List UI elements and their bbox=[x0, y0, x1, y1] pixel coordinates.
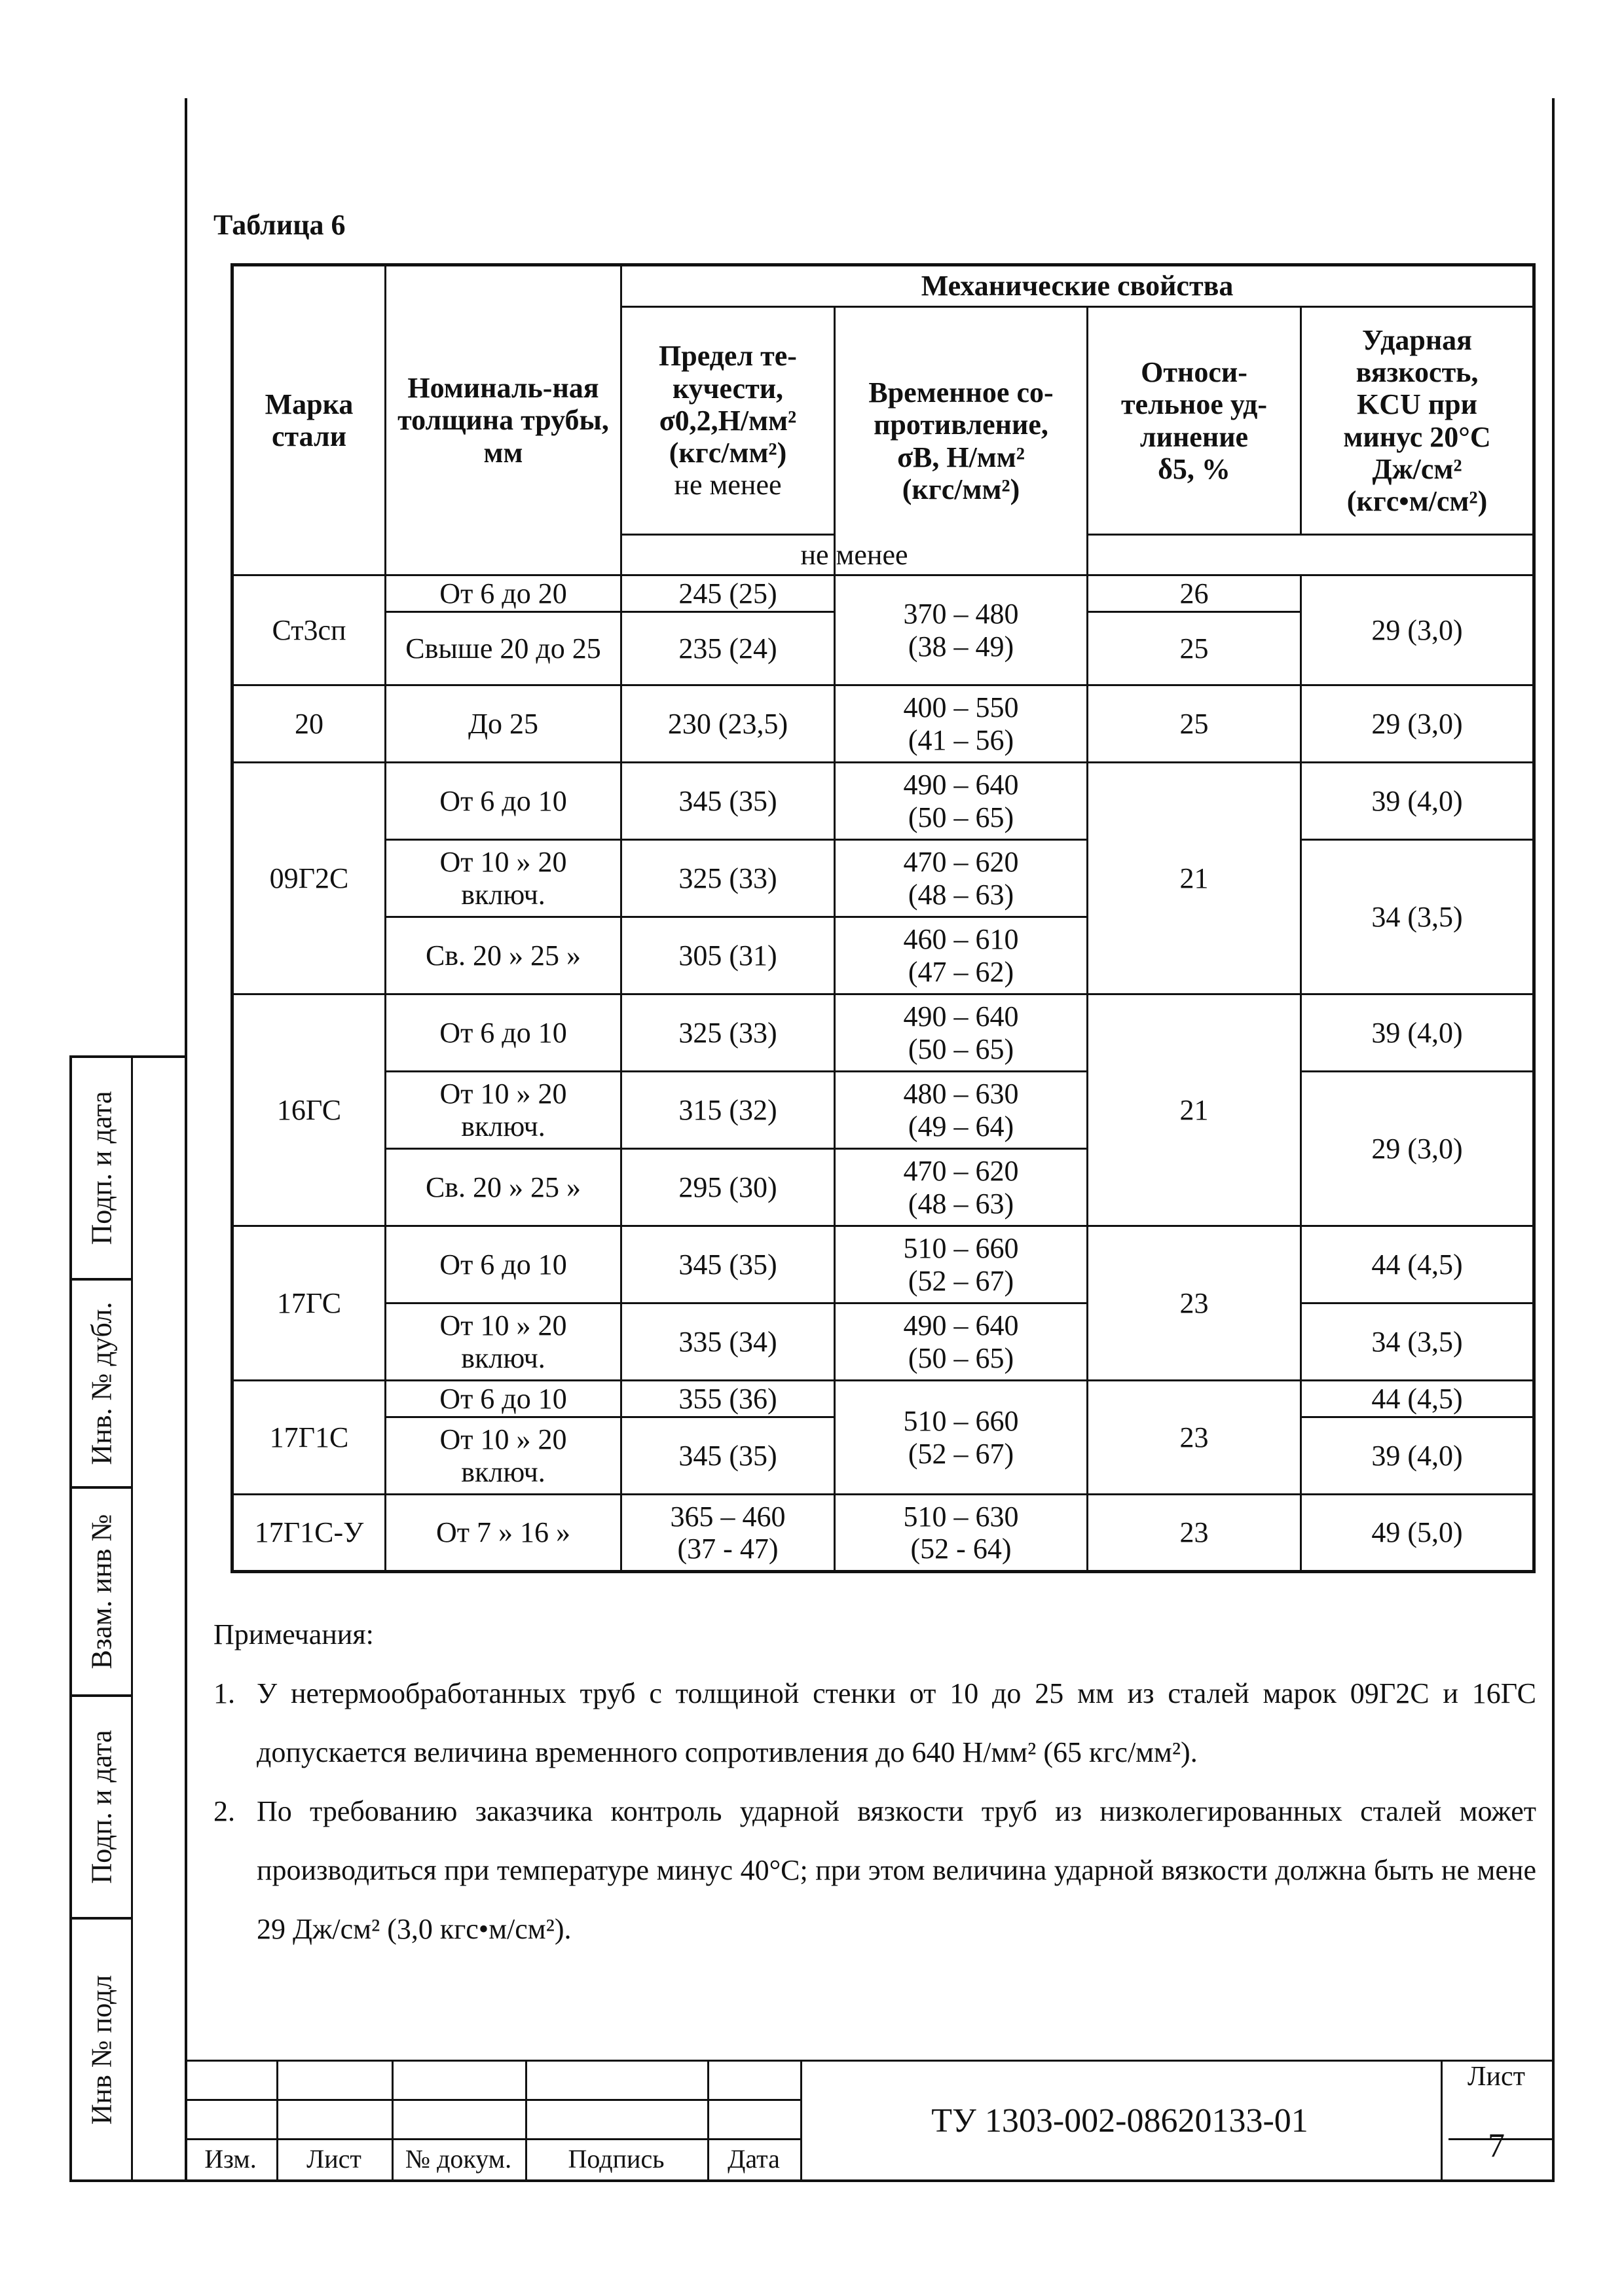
grade-cell: 20 bbox=[232, 685, 386, 763]
impact-cell: 39 (4,0) bbox=[1301, 994, 1534, 1072]
tensile-cell: 470 – 620 (48 – 63) bbox=[835, 840, 1088, 917]
grade-cell: 16ГС bbox=[232, 994, 386, 1226]
elongation-cell: 25 bbox=[1088, 685, 1301, 763]
impact-cell: 44 (4,5) bbox=[1301, 1381, 1534, 1417]
side-cell-sign-date: Подп. и дата bbox=[72, 1058, 131, 1281]
elongation-cell: 25 bbox=[1088, 612, 1301, 685]
thickness-cell: От 6 до 10 bbox=[386, 994, 621, 1072]
header-not-less: не менее bbox=[621, 535, 1088, 575]
elongation-cell: 21 bbox=[1088, 763, 1301, 994]
yield-cell: 365 – 460 (37 - 47) bbox=[621, 1495, 835, 1572]
yield-cell: 345 (35) bbox=[621, 763, 835, 840]
mechanical-properties-table bbox=[231, 263, 1536, 1573]
note-text: По требованию заказчика контроль ударной вязкости труб из низколегированных сталей может производиться при температуре минус 40°С; при этом величина ударной вязкости должна быть не мене 29 Дж/см² (3,0 кгс•м/см²). bbox=[257, 1795, 1536, 1945]
elongation-cell: 26 bbox=[1088, 575, 1301, 612]
note-number: 2. bbox=[213, 1795, 235, 1827]
tensile-cell: 480 – 630 (49 – 64) bbox=[835, 1072, 1088, 1149]
elongation-cell: 23 bbox=[1088, 1495, 1301, 1572]
header-tensile-strength: Временное со- противление, σВ, Н/мм² (кгс/мм²) bbox=[835, 307, 1088, 575]
tensile-cell: 510 – 660 (52 – 67) bbox=[835, 1381, 1088, 1495]
yield-cell: 325 (33) bbox=[621, 994, 835, 1072]
header-mechanical-properties: Механические свойства bbox=[621, 265, 1534, 307]
stamp-col-line bbox=[800, 2060, 802, 2179]
yield-cell: 305 (31) bbox=[621, 917, 835, 994]
stamp-label-change: Изм. bbox=[204, 2144, 257, 2174]
note-text: У нетермообработанных труб с толщиной стенки от 10 до 25 мм из сталей марок 09Г2С и 16ГС допускается величина временного сопротивления до 640 Н/мм² (65 кгс/мм²). bbox=[257, 1677, 1536, 1768]
sheet-number: 7 bbox=[1488, 2127, 1505, 2164]
header-thickness: Номиналь-ная толщина трубы, мм bbox=[386, 265, 621, 575]
yield-cell: 245 (25) bbox=[621, 575, 835, 612]
thickness-cell: От 10 » 20 включ. bbox=[386, 1072, 621, 1149]
stamp-label-signature: Подпись bbox=[568, 2144, 665, 2174]
notes-section bbox=[213, 1605, 1536, 1959]
note-item bbox=[213, 1664, 1536, 1782]
impact-cell: 29 (3,0) bbox=[1301, 575, 1534, 685]
side-stamp-divider bbox=[131, 1058, 133, 2182]
side-cell-dup-inv: Инв. № дубл. bbox=[72, 1281, 131, 1489]
side-stamp bbox=[69, 1055, 187, 2182]
stamp-top-line bbox=[185, 2060, 1552, 2062]
tensile-cell: 510 – 660 (52 – 67) bbox=[835, 1226, 1088, 1303]
impact-cell: 44 (4,5) bbox=[1301, 1226, 1534, 1303]
yield-cell: 295 (30) bbox=[621, 1149, 835, 1226]
thickness-cell: Свыше 20 до 25 bbox=[386, 612, 621, 685]
tensile-cell: 490 – 640 (50 – 65) bbox=[835, 763, 1088, 840]
thickness-cell: От 10 » 20 включ. bbox=[386, 1417, 621, 1495]
thickness-cell: Св. 20 » 25 » bbox=[386, 917, 621, 994]
yield-cell: 345 (35) bbox=[621, 1417, 835, 1495]
tensile-cell: 400 – 550 (41 – 56) bbox=[835, 685, 1088, 763]
elongation-cell: 23 bbox=[1088, 1226, 1301, 1381]
elongation-cell: 23 bbox=[1088, 1381, 1301, 1495]
yield-cell: 235 (24) bbox=[621, 612, 835, 685]
header-impact-strength: Ударная вязкость, KCU при минус 20°С Дж/см² (кгс•м/см²) bbox=[1301, 307, 1534, 535]
thickness-cell: От 6 до 10 bbox=[386, 1226, 621, 1303]
thickness-cell: От 10 » 20 включ. bbox=[386, 840, 621, 917]
sheet-label: Лист bbox=[1467, 2062, 1525, 2092]
header-yield-strength: Предел те- кучести, σ0,2,Н/мм² (кгс/мм²) не менее bbox=[621, 307, 835, 535]
impact-cell: 39 (4,0) bbox=[1301, 763, 1534, 840]
frame-bottom-line bbox=[69, 2179, 1555, 2182]
document-code: ТУ 1303-002-08620133-01 bbox=[931, 2102, 1308, 2140]
impact-cell: 29 (3,0) bbox=[1301, 1072, 1534, 1226]
elongation-cell: 21 bbox=[1088, 994, 1301, 1226]
header-elongation: Относи- тельное уд- линение δ5, % bbox=[1088, 307, 1301, 535]
side-cell-replace-inv: Взам. инв № bbox=[72, 1489, 131, 1697]
notes-heading: Примечания: bbox=[213, 1618, 374, 1650]
grade-cell: Ст3сп bbox=[232, 575, 386, 685]
impact-cell: 34 (3,5) bbox=[1301, 1303, 1534, 1381]
thickness-cell: От 6 до 10 bbox=[386, 763, 621, 840]
yield-cell: 325 (33) bbox=[621, 840, 835, 917]
yield-cell: 230 (23,5) bbox=[621, 685, 835, 763]
impact-cell: 39 (4,0) bbox=[1301, 1417, 1534, 1495]
yield-cell: 315 (32) bbox=[621, 1072, 835, 1149]
impact-cell: 34 (3,5) bbox=[1301, 840, 1534, 994]
note-item bbox=[213, 1782, 1536, 1959]
tensile-cell: 490 – 640 (50 – 65) bbox=[835, 1303, 1088, 1381]
tensile-cell: 460 – 610 (47 – 62) bbox=[835, 917, 1088, 994]
thickness-cell: От 6 до 20 bbox=[386, 575, 621, 612]
grade-cell: 17ГС bbox=[232, 1226, 386, 1381]
side-cell-original-inv: Инв № подл bbox=[85, 1975, 118, 2124]
tensile-cell: 370 – 480 (38 – 49) bbox=[835, 575, 1088, 685]
grade-cell: 17Г1С-У bbox=[232, 1495, 386, 1572]
yield-cell: 355 (36) bbox=[621, 1381, 835, 1417]
table-title: Таблица 6 bbox=[213, 209, 346, 241]
header-grade: Марка стали bbox=[232, 265, 386, 575]
yield-cell: 345 (35) bbox=[621, 1226, 835, 1303]
impact-cell: 49 (5,0) bbox=[1301, 1495, 1534, 1572]
tensile-cell: 470 – 620 (48 – 63) bbox=[835, 1149, 1088, 1226]
grade-cell: 17Г1С bbox=[232, 1381, 386, 1495]
grade-cell: 09Г2С bbox=[232, 763, 386, 994]
thickness-cell: От 6 до 10 bbox=[386, 1381, 621, 1417]
tensile-cell: 490 – 640 (50 – 65) bbox=[835, 994, 1088, 1072]
frame-right-line bbox=[1552, 98, 1555, 2182]
tensile-cell: 510 – 630 (52 - 64) bbox=[835, 1495, 1088, 1572]
thickness-cell: От 7 » 16 » bbox=[386, 1495, 621, 1572]
note-number: 1. bbox=[213, 1677, 235, 1709]
stamp-label-doc: № докум. bbox=[405, 2144, 512, 2174]
stamp-label-sheet: Лист bbox=[306, 2144, 361, 2174]
thickness-cell: До 25 bbox=[386, 685, 621, 763]
thickness-cell: От 10 » 20 включ. bbox=[386, 1303, 621, 1381]
side-cell-sign-date-2: Подп. и дата bbox=[72, 1697, 131, 1920]
thickness-cell: Св. 20 » 25 » bbox=[386, 1149, 621, 1226]
stamp-label-date: Дата bbox=[728, 2144, 780, 2174]
yield-cell: 335 (34) bbox=[621, 1303, 835, 1381]
impact-cell: 29 (3,0) bbox=[1301, 685, 1534, 763]
